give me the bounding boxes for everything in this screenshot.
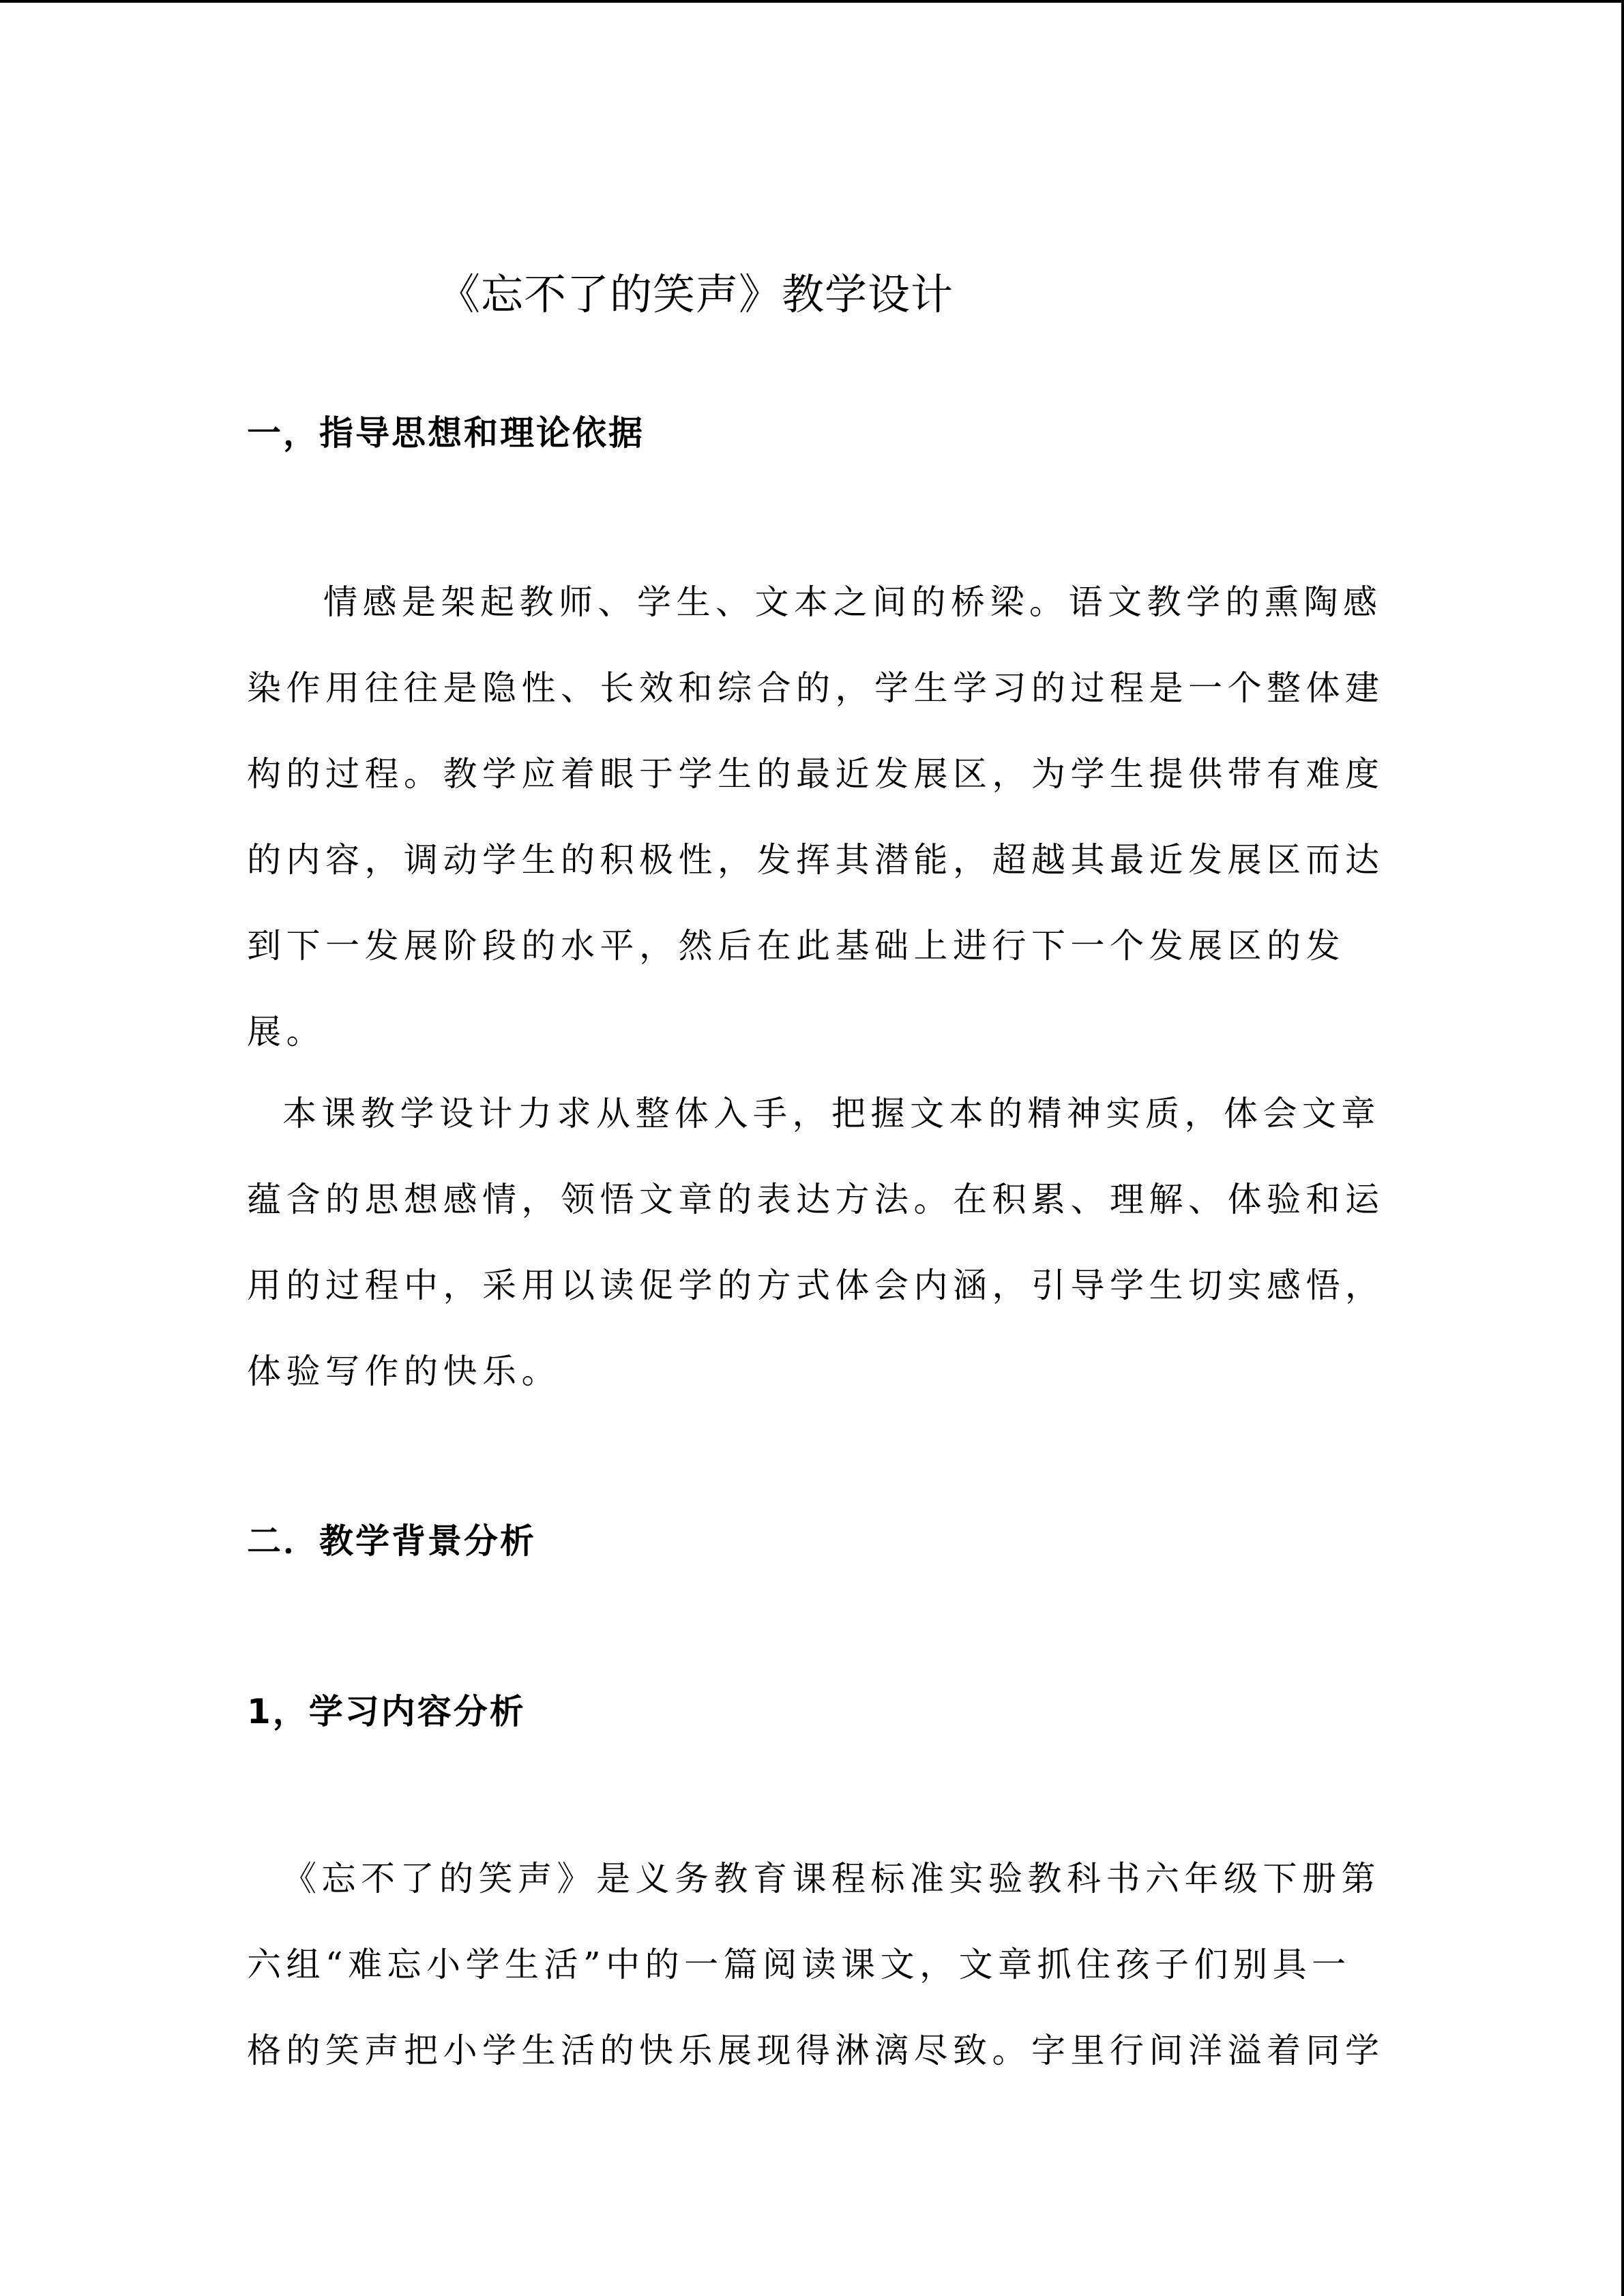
page-top-border (0, 0, 1624, 3)
paragraph-line: 体验写作的快乐。 (247, 1352, 561, 1391)
paragraph-line: 染作用往往是隐性、长效和综合的，学生学习的过程是一个整体建 (247, 668, 1385, 708)
section1-paragraph-2 (247, 1071, 1385, 1414)
section1-paragraph-1 (247, 559, 1385, 1075)
document-title: 《忘不了的笑声》教学设计 (438, 269, 954, 319)
paragraph-line: 到下一发展阶段的水平，然后在此基础上进行下一个发展区的发 (247, 926, 1345, 966)
paragraph-line: 的内容，调动学生的积极性，发挥其潜能，超越其最近发展区而达 (247, 840, 1385, 880)
section-heading-2: 二．教学背景分析 (247, 1521, 536, 1561)
paragraph-line: 展。 (247, 1012, 325, 1052)
page-right-border (1621, 0, 1624, 2296)
paragraph-line: 本课教学设计力求从整体入手，把握文本的精神实质，体会文章 (282, 1094, 1381, 1133)
paragraph-line: 六组“难忘小学生活”中的一篇阅读课文，文章抓住孩子们别具一 (247, 1945, 1351, 1984)
paragraph-line: 用的过程中，采用以读促学的方式体会内涵，引导学生切实感悟， (247, 1266, 1385, 1305)
paragraph-line: 蕴含的思想感情，领悟文章的表达方法。在积累、理解、体验和运 (247, 1180, 1385, 1219)
section-heading-1: 一，指导思想和理论依据 (247, 413, 645, 453)
paragraph-line: 格的笑声把小学生活的快乐展现得淋漓尽致。字里行间洋溢着同学 (247, 2031, 1385, 2070)
paragraph-line: 《忘不了的笑声》是义务教育课程标准实验教科书六年级下册第 (282, 1859, 1381, 1898)
paragraph-line: 情感是架起教师、学生、文本之间的桥梁。语文教学的熏陶感 (323, 582, 1383, 622)
section2-paragraph-1 (247, 1836, 1385, 2093)
paragraph-line: 构的过程。教学应着眼于学生的最近发展区，为学生提供带有难度 (247, 754, 1385, 794)
subsection-heading-1: 1，学习内容分析 (247, 1692, 526, 1731)
